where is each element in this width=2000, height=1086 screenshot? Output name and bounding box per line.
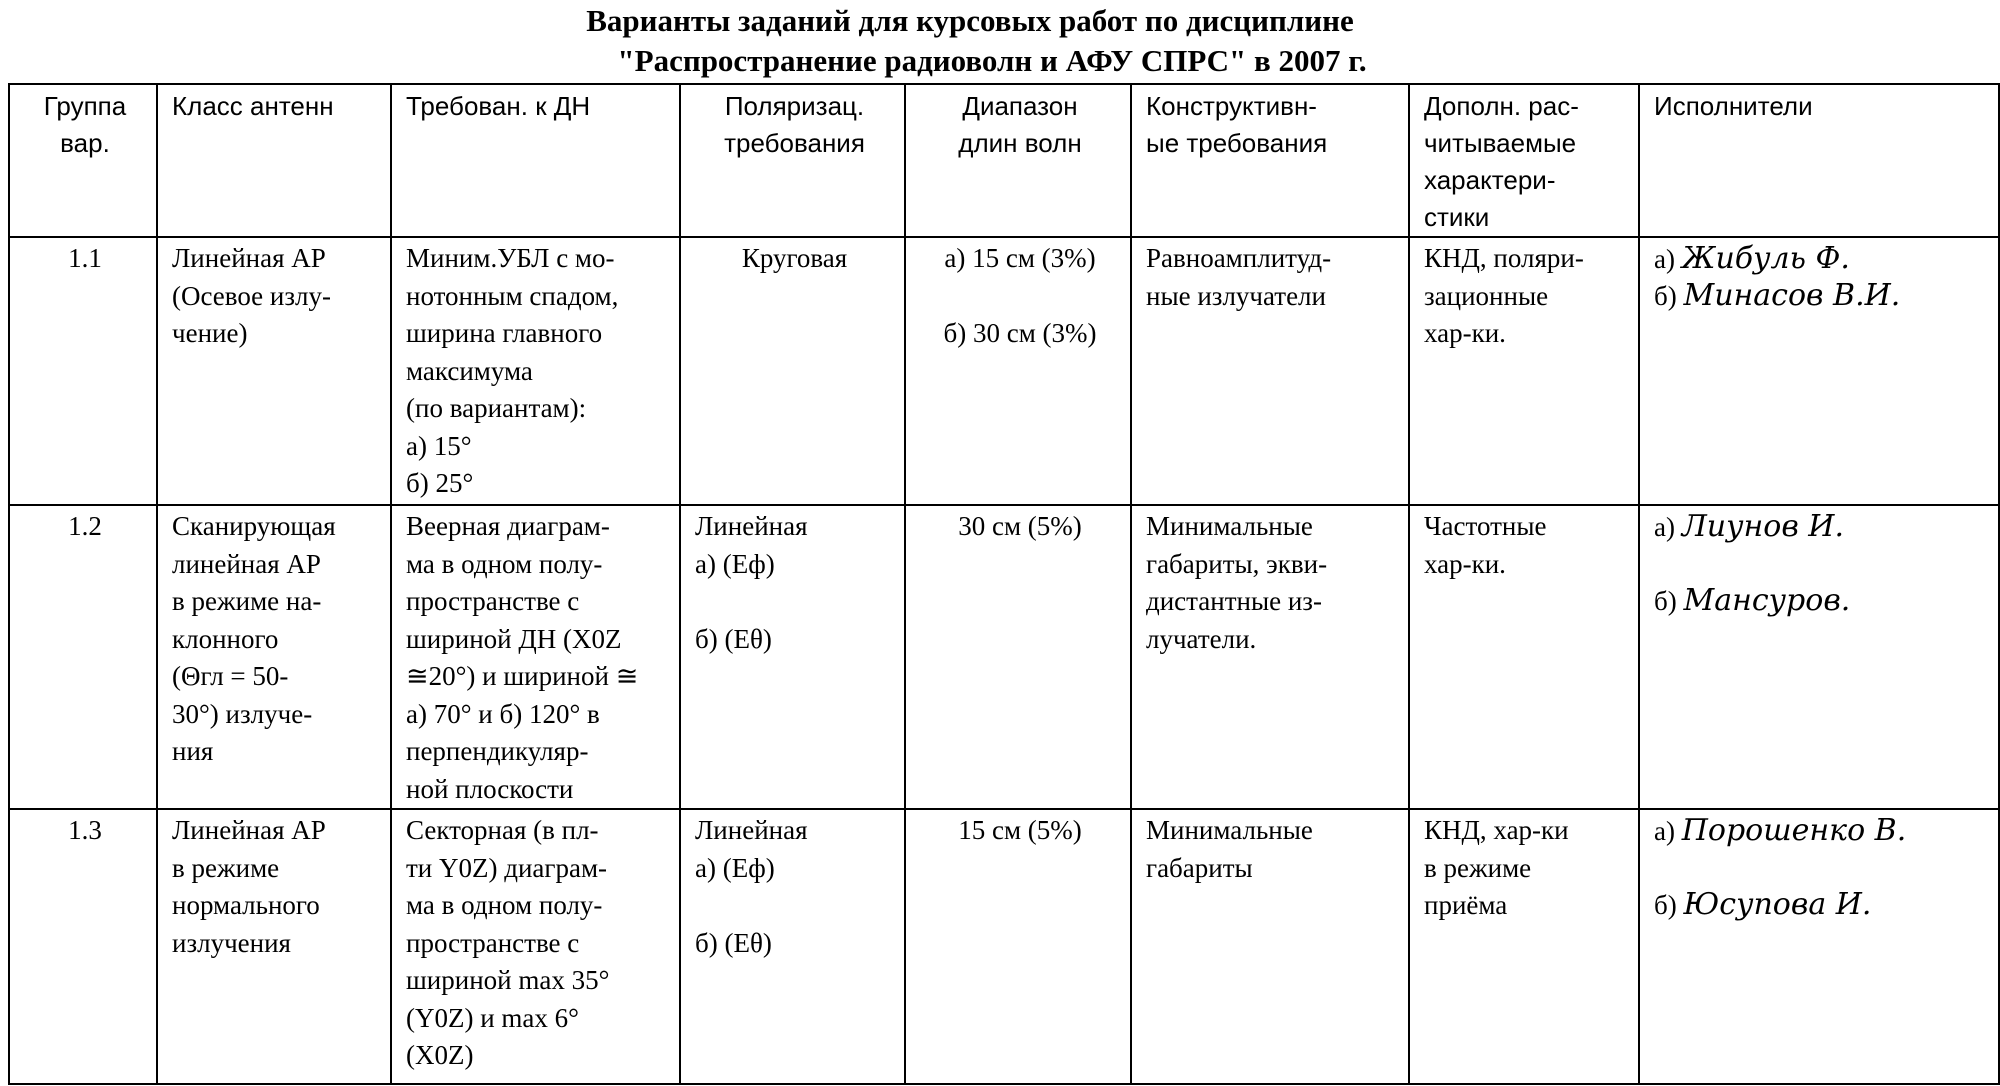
executor-b-signature: Юсупова И.: [1683, 887, 1872, 922]
executor-b-prefix: б): [1654, 890, 1677, 920]
cell-design-requirements: Минимальные габариты, экви- дистантные из- лучатели.: [1131, 505, 1409, 809]
cell-design-requirements: Минимальные габариты: [1131, 809, 1409, 1084]
executor-a: [1654, 812, 1988, 849]
cell-group: 1.3: [9, 809, 157, 1084]
cell-extra-characteristics: КНД, поляри- зационные хар-ки.: [1409, 237, 1639, 505]
cell-pattern-requirements: Миним.УБЛ с мо- нотонным спадом, ширина главного максимума (по вариантам): а) 15° б) 25°: [391, 237, 680, 505]
executor-a: [1654, 508, 1988, 545]
cell-polarization: Линейная а) (Еф) б) (Eθ): [680, 505, 905, 809]
executor-a-signature: Лиунов И.: [1681, 509, 1845, 544]
executor-a-prefix: а): [1654, 512, 1675, 542]
cell-antenna-class: Линейная АР (Осевое излу- чение): [157, 237, 391, 505]
executor-b: [1654, 277, 1988, 314]
cell-group: 1.1: [9, 237, 157, 505]
document-title-line-1: Варианты заданий для курсовых работ по дисциплине: [586, 3, 1354, 38]
table-row: [9, 237, 1999, 505]
executor-b: [1654, 886, 1988, 923]
cell-wavelength-range: а) 15 см (3%) б) 30 см (3%): [905, 237, 1131, 505]
cell-antenna-class: Сканирующая линейная АР в режиме на- клонного (Θгл = 50- 30°) излуче- ния: [157, 505, 391, 809]
header-row: [9, 84, 1999, 237]
cell-executors: [1639, 237, 1999, 505]
cell-pattern-requirements: Секторная (в пл- ти Y0Z) диаграм- ма в одном полу- пространстве с шириной max 35° (Y0Z) и max 6° (X0Z): [391, 809, 680, 1084]
table-row: [9, 505, 1999, 809]
header-pattern-requirements: Требован. к ДН: [391, 84, 680, 237]
cell-group: 1.2: [9, 505, 157, 809]
header-design-requirements: Конструктивн- ые требования: [1131, 84, 1409, 237]
cell-antenna-class: Линейная АР в режиме нормального излучения: [157, 809, 391, 1084]
assignments-table: [8, 83, 2000, 1085]
document-title-line-2: "Распространение радиоволн и АФУ СПРС" в 2007 г.: [617, 43, 1367, 78]
executor-a-prefix: а): [1654, 816, 1675, 846]
header-wavelength-range: Диапазон длин волн: [905, 84, 1131, 237]
executor-b-signature: Минасов В.И.: [1683, 278, 1901, 313]
executor-a-prefix: а): [1654, 244, 1675, 274]
header-executors: Исполнители: [1639, 84, 1999, 237]
executor-b-prefix: б): [1654, 586, 1677, 616]
cell-pattern-requirements: Веерная диаграм- ма в одном полу- пространстве с шириной ДН (X0Z ≅20°) и шириной ≅ а) 70° и б) 120° в перпендикуляр- ной плоскости: [391, 505, 680, 809]
cell-executors: [1639, 809, 1999, 1084]
header-extra-characteristics: Дополн. рас- читываемые характери- стики: [1409, 84, 1639, 237]
cell-design-requirements: Равноамплитуд- ные излучатели: [1131, 237, 1409, 505]
header-group: Группа вар.: [9, 84, 157, 237]
executor-b-signature: Мансуров.: [1683, 583, 1851, 618]
header-polarization: Поляризац. требования: [680, 84, 905, 237]
executor-a-signature: Жибуль Ф.: [1681, 241, 1850, 276]
cell-executors: [1639, 505, 1999, 809]
header-antenna-class: Класс антенн: [157, 84, 391, 237]
cell-extra-characteristics: КНД, хар-ки в режиме приёма: [1409, 809, 1639, 1084]
executor-a-signature: Порошенко В.: [1681, 813, 1907, 848]
executor-b-prefix: б): [1654, 281, 1677, 311]
table-row: [9, 809, 1999, 1084]
cell-wavelength-range: 15 см (5%): [905, 809, 1131, 1084]
executor-a: [1654, 240, 1988, 277]
executor-b: [1654, 582, 1988, 619]
cell-extra-characteristics: Частотные хар-ки.: [1409, 505, 1639, 809]
cell-wavelength-range: 30 см (5%): [905, 505, 1131, 809]
cell-polarization: Круговая: [680, 237, 905, 505]
cell-polarization: Линейная а) (Еф) б) (Eθ): [680, 809, 905, 1084]
